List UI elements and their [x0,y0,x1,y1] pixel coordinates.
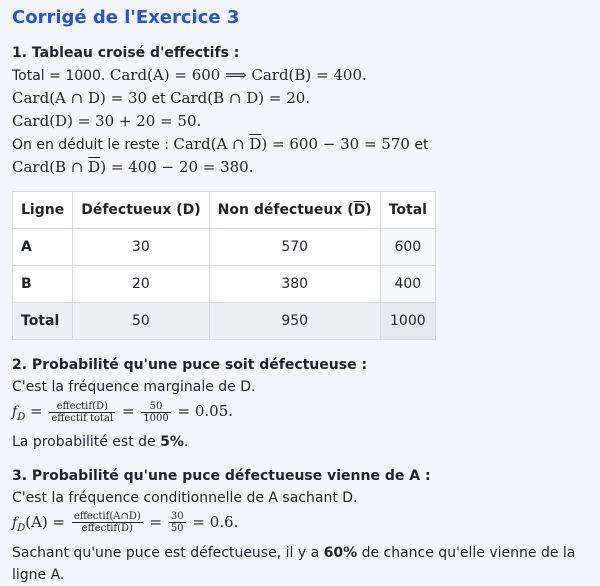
section-3-intro: C'est la fréquence conditionnelle de A sachant D. [12,489,358,506]
row-a-label: A [13,229,73,266]
section-3-conclusion [12,542,588,564]
row-a-def: 30 [73,229,209,266]
section-2-intro: C'est la fréquence marginale de D. [12,379,256,395]
section-1 [12,42,588,179]
card-b-d: Card(B ∩ D) = 20. [170,89,311,107]
line-total [12,64,588,87]
et-1: et [147,91,171,107]
fraction-effectifs-3 [72,511,143,534]
fraction-effectifs-2 [49,401,115,424]
row-total-label: Total [13,303,73,340]
section-3 [12,465,588,586]
table-row-total [13,303,436,340]
fraction-values-3 [169,511,186,534]
concl-3-prefix: Sachant qu'une puce est défectueuse, il y a [12,544,324,561]
d-bar-1: $\overline{D}$ [249,135,262,153]
concl-3-suffix: de chance qu'elle vienne de la [357,544,576,561]
row-total-def: 50 [73,303,209,340]
concl-2-prefix: La probabilité est de [12,433,161,450]
line-deduction [12,133,588,156]
d-bar-2: $\overline{D}$ [88,158,101,176]
card-d: Card(D) = 30 + 20 = 50. [12,112,202,130]
row-total-nondef: 950 [209,303,380,340]
deduction-text: On en déduit le reste : [12,137,174,153]
table-row-a [13,229,436,266]
eq-2a: = [25,402,48,420]
fraction-values-2 [141,401,170,424]
line-total-prefix: Total = 1000. [12,68,106,84]
eq-2b: = [117,402,140,420]
line-card-d [12,110,588,133]
result-3: = 0.6. [187,512,239,531]
section-3-formula [12,509,588,542]
header-defectueux: Défectueux (D) [73,192,209,229]
eq-3b: = [144,512,167,531]
row-total-total: 1000 [380,303,435,340]
card-a-notd-b: ) = 600 − 30 = 570 [261,135,410,153]
frac-3a-den: effectif(D) [81,523,133,535]
frac-3b-den: 50 [170,523,184,535]
row-b-nondef: 380 [209,266,380,303]
row-b-def: 20 [73,266,209,303]
row-b-total: 400 [380,266,435,303]
section-2-conclusion [12,431,588,453]
f-label-3: f [12,514,18,531]
section-3-title: 3. Probabilité qu'une puce défectueuse vienne de A : [12,467,431,484]
f-label-2: f [12,404,18,420]
card-b-notd-b: ) = 400 − 20 = 380. [100,158,254,176]
section-2 [12,354,588,453]
line-intersections [12,87,588,110]
header-non-def-prefix: Non défectueux ( [217,202,354,218]
concl-3-bold: 60% [323,544,358,561]
frac-3a-num: effectif(A∩D) [73,511,141,523]
eq-3a: = [47,512,70,531]
card-b-notd-a: Card(B ∩ [12,158,89,176]
header-d-bar: $\overline{D}$ [353,202,366,218]
frac-2a-den: effectif total [51,412,114,424]
frac-2b-den: 1000 [143,412,169,424]
section-2-title: 2. Probabilité qu'une puce soit défectueuse : [12,357,368,373]
result-2: = 0.05. [172,402,234,420]
frac-3b-num: 30 [170,511,184,523]
header-non-def-suffix: ) [365,202,372,218]
table-row-b [13,266,436,303]
card-a-notd-a: Card(A ∩ [173,135,250,153]
row-a-nondef: 570 [209,229,380,266]
page-title: Corrigé de l'Exercice 3 [12,7,240,28]
concl-2-suffix: . [183,433,189,450]
cross-table [12,191,436,340]
et-2: et [409,137,429,153]
concl-2-bold: 5% [160,433,184,450]
header-non-defectueux [209,192,380,229]
header-total: Total [380,192,435,229]
f-arg-3: (A) [25,512,48,531]
section-1-title: 1. Tableau croisé d'effectifs : [12,45,240,61]
card-a-d: Card(A ∩ D) = 30 [12,89,148,107]
section-3-conclusion-line2: ligne A. [12,566,65,583]
row-b-label: B [13,266,73,303]
f-sub-3: D [17,522,26,534]
line-total-math: Card(A) = 600 ⟹ Card(B) = 400. [109,66,367,84]
frac-2a-num: effectif(D) [49,401,115,413]
f-sub-2: D [17,411,26,423]
frac-2b-num: 50 [141,401,170,413]
line-card-b-notd [12,156,588,179]
row-a-total: 600 [380,229,435,266]
section-2-formula [12,398,588,431]
header-ligne: Ligne [13,192,73,229]
table-header-row [13,192,436,229]
